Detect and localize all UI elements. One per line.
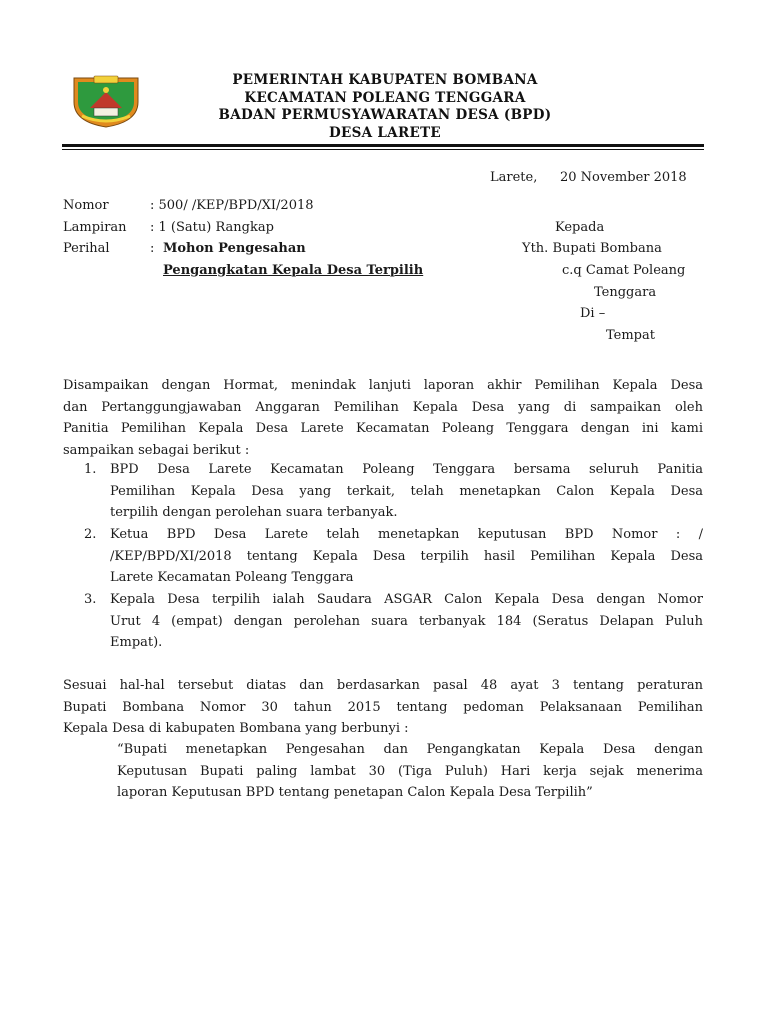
- item-line: Pemilihan Kepala Desa yang terkait, telah menetapkan Calon Kepala Desa: [110, 483, 703, 499]
- item-line: BPD Desa Larete Kecamatan Poleang Tenggara bersama seluruh Panitia: [110, 462, 703, 477]
- letterhead-line-4: DESA LARETE: [328, 124, 442, 141]
- perihal-line-1: Mohon Pengesahan: [163, 241, 306, 256]
- recipient-line-3: c.q Camat Poleang: [562, 263, 686, 278]
- item-line: Kepala Desa terpilih ialah Saudara ASGAR Calon Kepala Desa dengan Nomor: [110, 592, 703, 607]
- nomor-value: : 500/ /KEP/BPD/XI/2018: [150, 198, 314, 213]
- recipient-line-6: Tempat: [606, 328, 655, 343]
- quote-line: laporan Keputusan BPD tentang penetapan Calon Kepala Desa Terpilih”: [117, 785, 593, 800]
- date-value: 20 November 2018: [560, 170, 687, 185]
- closing-line: Kepala Desa di kabupaten Bombana yang berbunyi :: [63, 721, 409, 736]
- recipient-line-1: Kepada: [555, 220, 605, 235]
- list-item: [110, 589, 703, 654]
- list-item: [110, 459, 703, 524]
- recipient-line-5: Di –: [580, 306, 606, 321]
- perihal-label: Perihal: [63, 241, 110, 256]
- item-number: 3.: [84, 592, 97, 607]
- quote-line: “Bupati menetapkan Pengesahan dan Pengangkatan Kepala Desa dengan: [117, 742, 703, 757]
- item-number: 1.: [84, 462, 97, 477]
- intro-line: sampaikan sebagai berikut :: [63, 442, 250, 458]
- intro-line: Disampaikan dengan Hormat, menindak lanjuti laporan akhir Pemilihan Kepala Desa: [63, 378, 703, 393]
- recipient-line-4: Tenggara: [594, 285, 657, 300]
- item-line: Larete Kecamatan Poleang Tenggara: [110, 570, 354, 585]
- list-item: [110, 524, 703, 589]
- intro-paragraph: [63, 375, 703, 461]
- item-line: /KEP/BPD/XI/2018 tentang Kepala Desa terpilih hasil Pemilihan Kepala Desa: [110, 548, 703, 564]
- closing-line: Bupati Bombana Nomor 30 tahun 2015 tentang pedoman Pelaksanaan Pemilihan: [63, 699, 703, 715]
- letterhead: [150, 72, 620, 142]
- letterhead-rule-thin: [62, 149, 704, 150]
- kabupaten-bombana-logo: [66, 72, 146, 128]
- perihal-line-2: Pengangkatan Kepala Desa Terpilih: [163, 263, 424, 278]
- date-place: Larete,: [490, 170, 538, 185]
- letterhead-rule-thick: [62, 144, 704, 147]
- closing-paragraph: [63, 675, 703, 740]
- letterhead-line-2: KECAMATAN POLEANG TENGGARA: [244, 89, 526, 106]
- item-line: Urut 4 (empat) dengan perolehan suara terbanyak 184 (Seratus Delapan Puluh: [110, 613, 703, 629]
- perihal-colon: :: [150, 241, 155, 256]
- closing-line: Sesuai hal-hal tersebut diatas dan berdasarkan pasal 48 ayat 3 tentang peraturan: [63, 678, 703, 693]
- lampiran-value: : 1 (Satu) Rangkap: [150, 220, 274, 235]
- intro-line: dan Pertanggungjawaban Anggaran Pemilihan Kepala Desa yang di sampaikan oleh: [63, 399, 703, 415]
- nomor-label: Nomor: [63, 198, 109, 213]
- letterhead-line-1: PEMERINTAH KABUPATEN BOMBANA: [232, 72, 538, 88]
- regulation-quote: [117, 739, 703, 804]
- recipient-line-2: Yth. Bupati Bombana: [522, 241, 662, 256]
- item-line: terpilih dengan perolehan suara terbanyak.: [110, 505, 398, 520]
- quote-line: Keputusan Bupati paling lambat 30 (Tiga Puluh) Hari kerja sejak menerima: [117, 763, 703, 779]
- intro-line: Panitia Pemilihan Kepala Desa Larete Kecamatan Poleang Tenggara dengan ini kami: [63, 421, 703, 436]
- lampiran-label: Lampiran: [63, 220, 127, 235]
- item-number: 2.: [84, 527, 97, 542]
- letterhead-line-3: BADAN PERMUSYAWARATAN DESA (BPD): [218, 107, 552, 123]
- item-line: Empat).: [110, 635, 163, 650]
- item-line: Ketua BPD Desa Larete telah menetapkan keputusan BPD Nomor : /: [110, 527, 703, 542]
